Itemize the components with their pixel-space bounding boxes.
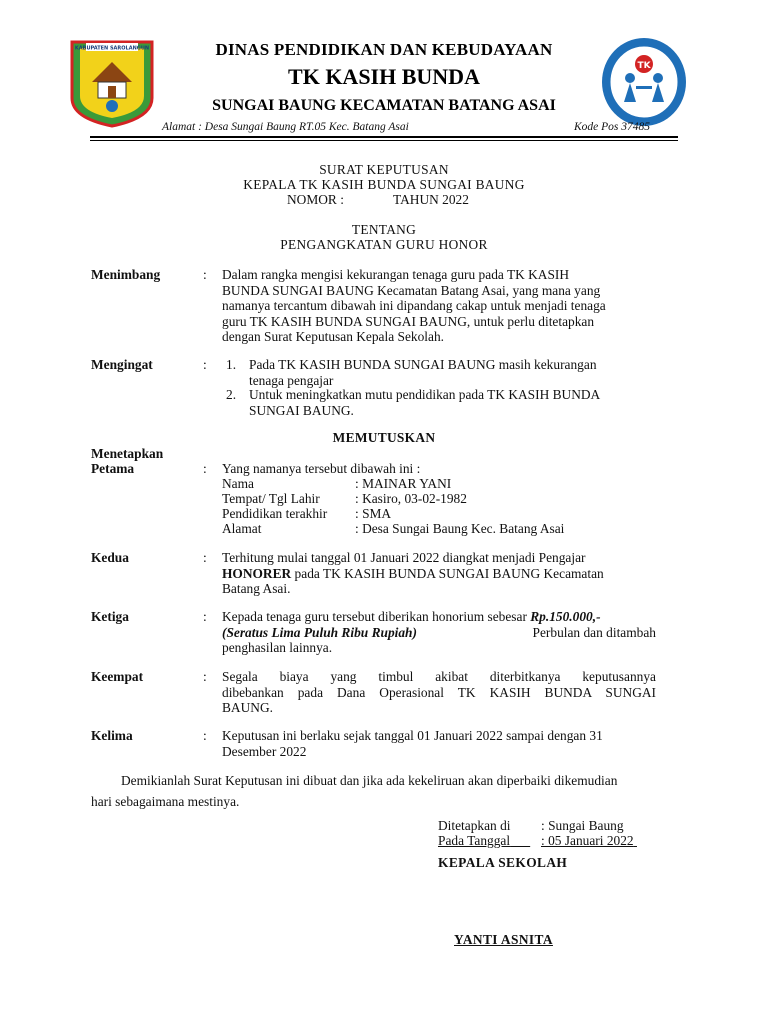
kedua-line: Batang Asai.	[222, 581, 291, 597]
school-location: SUNGAI BAUNG KECAMATAN BATANG ASAI	[212, 97, 556, 114]
ketiga-line: penghasilan lainnya.	[222, 640, 333, 656]
field-label-pendidikan: Pendidikan terakhir	[222, 506, 328, 521]
field-value-pendidikan: : SMA	[355, 506, 392, 521]
decree-subject: PENGANGKATAN GURU HONOR	[280, 237, 488, 252]
menimbang-line: BUNDA SUNGAI BAUNG Kecamatan Batang Asai, yang mana yang	[222, 282, 601, 298]
decree-issuer: KEPALA TK KASIH BUNDA SUNGAI BAUNG	[243, 177, 525, 192]
ketiga-text	[222, 609, 656, 656]
tanggal-label-text: Pada Tanggal	[438, 833, 511, 848]
closing-line: hari sebagaimana mestinya.	[91, 794, 240, 809]
emblem-label: KABUPATEN SAROLANGUN	[74, 45, 150, 52]
mengingat-label: Mengingat	[91, 357, 153, 372]
menimbang-line: namanya tercantum dibawah ini dipandang cakap untuk menjadi tenaga	[222, 298, 606, 314]
keempat-colon: :	[203, 669, 207, 684]
mengingat-item-number: 2.	[226, 387, 237, 402]
field-value-alamat: : Desa Sungai Baung Kec. Batang Asai	[355, 521, 565, 536]
kelima-colon: :	[203, 728, 207, 743]
menimbang-line: Dalam rangka mengisi kekurangan tenaga guru pada TK KASIH	[222, 267, 570, 282]
memutuskan-heading: MEMUTUSKAN	[332, 430, 436, 445]
closing-line: Demikianlah Surat Keputusan ini dibuat dan jika ada kekeliruan akan diperbaiki dikemudian	[121, 773, 618, 788]
decree-title: SURAT KEPUTUSAN	[319, 162, 449, 177]
school-name: TK KASIH BUNDA	[288, 64, 480, 89]
menimbang-colon: :	[203, 267, 207, 282]
menimbang-text	[222, 267, 656, 345]
pertama-label: Petama	[91, 461, 135, 476]
field-value-nama: : MAINAR YANI	[355, 476, 452, 491]
closing-paragraph	[91, 770, 656, 812]
field-label-ttl: Tempat/ Tgl Lahir	[222, 491, 320, 506]
keempat-line: Segala biaya yang timbul akibat diterbitkanya keputusannya	[222, 669, 656, 684]
ketiga-line-pre: Kepada tenaga guru tersebut diberikan honorium sebesar	[222, 609, 531, 624]
menetapkan-label: Menetapkan	[91, 446, 164, 461]
department-title: DINAS PENDIDIKAN DAN KEBUDAYAAN	[215, 40, 553, 59]
ketiga-line	[222, 625, 656, 641]
ketiga-colon: :	[203, 609, 207, 624]
ditetapkan-value: : Sungai Baung	[541, 818, 624, 833]
kelima-label: Kelima	[91, 728, 133, 743]
signatory-name: YANTI ASNITA	[454, 932, 553, 947]
kelima-text	[222, 728, 656, 759]
field-value-ttl: : Kasiro, 03-02-1982	[355, 491, 467, 506]
ketiga-line	[222, 609, 656, 625]
honorer-emphasis: HONORER	[222, 565, 292, 581]
kelima-line: Desember 2022	[222, 743, 307, 759]
postal-code: Kode Pos 37485	[573, 121, 650, 133]
address-line	[162, 121, 650, 133]
address: Alamat : Desa Sungai Baung RT.05 Kec. Batang Asai	[162, 121, 409, 133]
field-label-nama: Nama	[222, 476, 254, 491]
decree-number-label: NOMOR :	[287, 192, 344, 207]
menimbang-line: guru TK KASIH BUNDA SUNGAI BAUNG, untuk perlu ditetapkan	[222, 313, 595, 329]
pertama-intro: Yang namanya tersebut dibawah ini :	[222, 461, 421, 476]
tanggal-label	[438, 833, 530, 849]
menimbang-line: dengan Surat Keputusan Kepala Sekolah.	[222, 329, 444, 345]
header-rule-thin	[90, 140, 678, 141]
field-label-alamat: Alamat	[222, 521, 262, 536]
tk-emblem-text: TK	[637, 61, 651, 71]
tanggal-value-text: : 05 Januari 2022	[541, 833, 634, 848]
honor-amount: Rp.150.000,-	[530, 609, 601, 624]
keempat-line: dibebankan pada Dana Operasional TK KASIH BUNDA SUNGAI	[222, 684, 656, 700]
keempat-text	[222, 669, 656, 716]
kelima-line: Keputusan ini berlaku sejak tanggal 01 Januari 2022 sampai dengan 31	[222, 728, 603, 743]
keempat-line: BAUNG.	[222, 700, 273, 716]
tentang-heading: TENTANG	[351, 222, 417, 237]
ketiga-line-rest: Perbulan dan ditambah	[532, 624, 656, 640]
signatory-role: KEPALA SEKOLAH	[438, 855, 568, 870]
kedua-line: Terhitung mulai tanggal 01 Januari 2022 diangkat menjadi Pengajar	[222, 550, 586, 565]
honor-amount-words: (Seratus Lima Puluh Ribu Rupiah)	[222, 624, 417, 640]
header-rule-thick	[90, 136, 678, 138]
kedua-text	[222, 550, 656, 597]
mengingat-line: tenaga pengajar	[249, 372, 334, 388]
tanggal-value	[541, 833, 637, 849]
kedua-line	[222, 566, 656, 582]
decree-year: TAHUN 2022	[393, 192, 469, 207]
mengingat-item	[249, 387, 656, 418]
mengingat-item	[249, 357, 656, 388]
mengingat-colon: :	[203, 357, 207, 372]
mengingat-item-number: 1.	[226, 357, 237, 372]
mengingat-line: SUNGAI BAUNG.	[249, 402, 354, 418]
kedua-colon: :	[203, 550, 207, 565]
kedua-label: Kedua	[91, 550, 129, 565]
keempat-label: Keempat	[91, 669, 144, 684]
mengingat-line: Pada TK KASIH BUNDA SUNGAI BAUNG masih kekurangan	[249, 357, 597, 372]
ditetapkan-label: Ditetapkan di	[438, 818, 511, 833]
menimbang-label: Menimbang	[91, 267, 161, 282]
kedua-line-rest: pada TK KASIH BUNDA SUNGAI BAUNG Kecamatan	[291, 565, 604, 581]
ketiga-label: Ketiga	[91, 609, 129, 624]
mengingat-line: Untuk meningkatkan mutu pendidikan pada TK KASIH BUNDA	[249, 387, 601, 402]
pertama-colon: :	[203, 461, 207, 476]
